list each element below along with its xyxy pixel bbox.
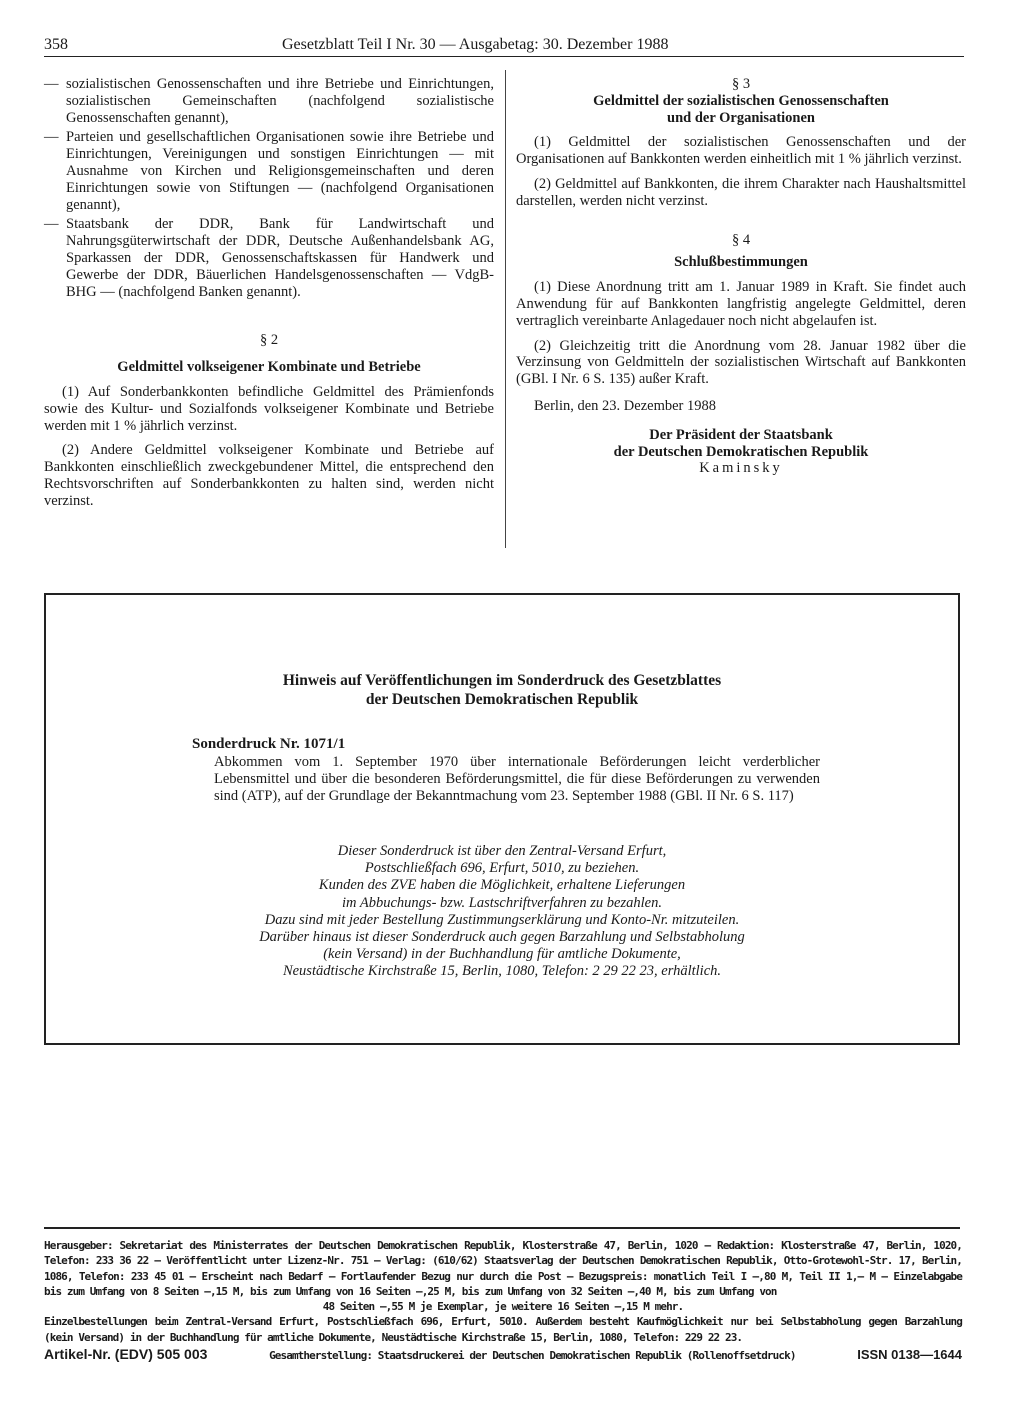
running-header: Gesetzblatt Teil I Nr. 30 — Ausgabetag: 30. Dezember 1988 [282, 36, 669, 53]
dash-mark: — [44, 76, 59, 92]
section-heading: Geldmittel der sozialistischen Genossenschaften [593, 92, 889, 109]
section-heading: Geldmittel volkseigener Kombinate und Betriebe [117, 359, 421, 376]
special-print-number: Sonderdruck Nr. 1071/1 [192, 736, 346, 752]
imprint-rule [44, 1227, 960, 1229]
section-paragraph: (2) Geldmittel auf Bankkonten, die ihrem Charakter nach Haushaltsmittel darstellen, werden nicht verzinst. [516, 175, 966, 209]
signature-title: Der Präsident der Staatsbank [649, 426, 833, 443]
notice-title [46, 671, 958, 709]
section-sign: § 4 [731, 231, 751, 248]
list-item-text: Staatsbank der DDR, Bank für Landwirtschaft und Nahrungsgüterwirtschaft der DDR, Deutsche Außenhandelsbank AG, Sparkassen der DDR, Genossenschaftskassen für Handwerk und Gewerbe der DDR, Bäuerlichen Handelsgenossenschaften — VdgB-BHG — (nachfolgend Banken genannt). [66, 216, 494, 300]
dash-mark: — [44, 129, 59, 146]
signer-name: Kaminsky [699, 460, 783, 477]
ordering-info-line: im Abbuchungs- bzw. Lastschriftverfahren zu bezahlen. [342, 894, 662, 911]
section-sign: § 2 [259, 332, 279, 349]
notice-title-line: der Deutschen Demokratischen Republik [365, 691, 639, 708]
list-item [44, 216, 494, 300]
page-number: 358 [44, 36, 68, 53]
producer-note: Gesamtherstellung: Staatsdruckerei der Deutschen Demokratischen Republik (Rollenoffsetdruck) [269, 1349, 796, 1362]
imprint-text: 48 Seiten —,55 M je Exemplar, je weitere 16 Seiten —,15 M mehr. [322, 1300, 684, 1314]
section-sign: § 3 [731, 76, 751, 92]
ordering-info-line: Kunden des ZVE haben die Möglichkeit, erhaltene Lieferungen [318, 877, 686, 894]
closing-date: Berlin, den 23. Dezember 1988 [534, 397, 717, 414]
imprint-text: Herausgeber: Sekretariat des Ministerrates der Deutschen Demokratischen Republik, Klosterstraße 47, Berlin, 1020 — Redaktion: Klosterstraße 47, Berlin, 1020, Telefon: 233 36 22 — Veröffentlicht unter Lizenz-Nr. 751 — Verlag: (610/62) Staatsverlag der Deutschen Demokratischen Republik, Otto-Grotewohl-Str. 17, Berlin, 1086, Telefon: 233 45 01 — Erscheint nach Bedarf — Fortlaufender Bezug nur durch die Post — Bezugspreis: monatlich Teil I —,80 M, Teil II 1,— M — Einzelabgabe bis zum Umfang von 8 Seiten —,15 M, bis zum Umfang von 16 Seiten —,25 M, bis zum Umfang von 32 Seiten —,40 M, bis zum Umfang von [44, 1239, 962, 1298]
ordering-info-line: Darüber hinaus ist dieser Sonderdruck auch gegen Barzahlung und Selbstabholung [259, 929, 745, 946]
header-rule [44, 56, 964, 57]
ordering-info-line: (kein Versand) in der Buchhandlung für amtliche Dokumente, [323, 946, 681, 963]
section-paragraph: (2) Gleichzeitig tritt die Anordnung vom 28. Januar 1982 über die Verzinsung von Geldmitteln der sozialistischen Wirtschaft auf Bankkonten (GBl. I Nr. 6 S. 135) außer Kraft. [516, 337, 966, 388]
notice-title-line: Hinweis auf Veröffentlichungen im Sonderdruck des Gesetzblattes [282, 672, 722, 689]
article-number: Artikel-Nr. (EDV) 505 003 [44, 1346, 208, 1362]
ordering-info [46, 843, 958, 981]
ordering-info-line: Dazu sind mit jeder Bestellung Zustimmungserklärung und Konto-Nr. mitzuteilen. [264, 911, 740, 928]
list-item [44, 76, 494, 126]
section-paragraph: (1) Diese Anordnung tritt am 1. Januar 1989 in Kraft. Sie findet auch Anwendung für auf Bankkonten langfristig angelegte Geldmittel, deren vertraglich vereinbarte Anlagedauer noch nicht abgelaufen ist. [516, 279, 966, 329]
imprint [44, 1238, 962, 1345]
ordering-info-line: Dieser Sonderdruck ist über den Zentral-Versand Erfurt, [337, 843, 667, 859]
dash-mark: — [44, 216, 59, 233]
left-column [44, 76, 494, 518]
signature-title: der Deutschen Demokratischen Republik [613, 443, 869, 460]
column-divider [505, 70, 506, 548]
footer-line [44, 1346, 962, 1362]
section-heading: und der Organisationen [667, 109, 815, 126]
list-item [44, 129, 494, 213]
list-item-text: Parteien und gesellschaftlichen Organisationen sowie ihre Betriebe und Einrichtungen, Vereinigungen und sonstigen Einrichtungen — mit Ausnahme von Kirchen und Religionsgemeinschaften und deren Einrichtungen sowie von Stiftungen — (nachfolgend Organisationen genannt), [66, 129, 494, 213]
special-print-description: Abkommen vom 1. September 1970 über internationale Beförderungen leicht verderblicher Lebensmittel und über die besonderen Beförderungsmittel, die für diese Beförderungen zu verwenden sind (ATP), auf der Grundlage der Bekanntmachung vom 23. September 1988 (GBl. II Nr. 6 S. 117) [214, 754, 820, 804]
notice-box [44, 593, 960, 1045]
section-heading: Schlußbestimmungen [674, 254, 808, 271]
right-column [516, 76, 966, 477]
section-paragraph: (1) Auf Sonderbankkonten befindliche Geldmittel des Prämienfonds sowie des Kultur- und Sozialfonds volkseigener Kombinate und Betriebe werden mit 1 % jährlich verzinst. [44, 383, 494, 434]
issn: ISSN 0138—1644 [857, 1347, 962, 1362]
section-paragraph: (2) Andere Geldmittel volkseigener Kombinate und Betriebe auf Bankkonten einschließlich zweckgebundener Mittel, die entsprechend den Rechtsvorschriften auf Sonderbankkonten zu halten sind, werden nicht verzinst. [44, 442, 494, 509]
section-paragraph: (1) Geldmittel der sozialistischen Genossenschaften und der Organisationen auf Bankkonten werden einheitlich mit 1 % jährlich verzinst. [516, 134, 966, 168]
ordering-info-line: Neustädtische Kirchstraße 15, Berlin, 1080, Telefon: 2 29 22 23, erhältlich. [282, 963, 722, 980]
imprint-orders: Einzelbestellungen beim Zentral-Versand Erfurt, Postschließfach 696, Erfurt, 5010. Außerdem besteht Kaufmöglichkeit nur bei Selbstabholung gegen Barzahlung (kein Versand) in der Buchhandlung für amtliche Dokumente, Neustädtische Kirchstraße 15, Berlin, 1080, Telefon: 229 22 23. [44, 1315, 962, 1344]
list-item-text: sozialistischen Genossenschaften und ihre Betriebe und Einrichtungen, sozialistischen Gemeinschaften (nachfolgend sozialistische Genossenschaften genannt), [66, 76, 494, 126]
ordering-info-line: Postschließfach 696, Erfurt, 5010, zu beziehen. [364, 860, 640, 877]
